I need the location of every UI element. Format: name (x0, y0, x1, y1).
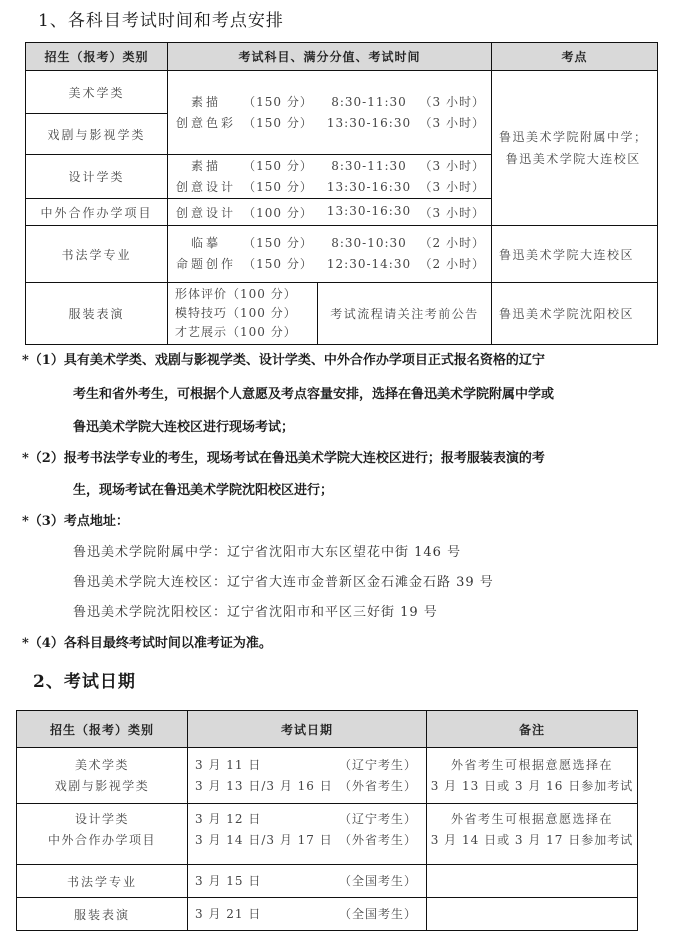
date-row: 3 月 11 日 （辽宁考生） (195, 757, 417, 772)
subject-row: 创意设计 （150 分） 13:30-16:30 （3 小时） (175, 179, 485, 194)
subject-row: 模特技巧（100 分） (175, 306, 297, 320)
venue-group1 (491, 70, 658, 226)
subjects-art-drama (167, 70, 492, 155)
table-row-remark (426, 864, 638, 898)
subject-row: 形体评价（100 分） (175, 287, 297, 301)
subject-row: 素描 （150 分） 8:30-11:30 （3 小时） (190, 95, 485, 109)
table1-header-subjects: 考试科目、满分分值、考试时间 (167, 42, 492, 71)
date-row: 3 月 12 日 （辽宁考生） (195, 812, 417, 826)
table2-header-category: 招生（报考）类别 (16, 710, 188, 748)
note-2-line-1: *（2）报考书法学专业的考生，现场考试在鲁迅美术学院大连校区进行；报考服装表演的考 (22, 451, 545, 466)
note-1-line-2: 考生和省外考生，可根据个人意愿及考点容量安排，选择在鲁迅美术学院附属中学或 (73, 387, 555, 402)
table-row-category: 美术学类 戏剧与影视学类 (16, 747, 188, 804)
table-row-remark: 外省考生可根据意愿选择在 3 月 13 日或 3 月 16 日参加考试 (426, 747, 638, 804)
address-affiliated-school: 鲁迅美术学院附属中学：辽宁省沈阳市大东区望花中街 146 号 (73, 545, 462, 560)
address-dalian-campus: 鲁迅美术学院大连校区：辽宁省大连市金普新区金石滩金石路 39 号 (73, 575, 494, 590)
table1-header-category: 招生（报考）类别 (25, 42, 168, 71)
note-3-title: *（3）考点地址： (22, 514, 129, 529)
note-1-line-3: 鲁迅美术学院大连校区进行现场考试； (73, 420, 295, 435)
table-row-remark: 外省考生可根据意愿选择在 3 月 14 日或 3 月 17 日参加考试 (426, 803, 638, 865)
table-row-category: 服装表演 (16, 897, 188, 931)
table-row-dates (187, 747, 427, 804)
note-4: *（4）各科目最终考试时间以准考证为准。 (22, 636, 272, 651)
subjects-fashion (167, 282, 318, 345)
date-row: 3 月 13 日/3 月 16 日 （外省考生） (195, 778, 417, 793)
subject-row: 创意色彩 （150 分） 13:30-16:30 （3 小时） (175, 116, 485, 130)
table2-header-remark: 备注 (426, 710, 638, 748)
table-row-dates (187, 864, 427, 898)
address-shenyang-campus: 鲁迅美术学院沈阳校区：辽宁省沈阳市和平区三好街 19 号 (73, 605, 438, 620)
category-drama-film: 戏剧与影视学类 (25, 113, 168, 155)
venue-fashion: 鲁迅美术学院沈阳校区 (491, 282, 658, 345)
subjects-design (167, 154, 492, 199)
note-1-line-1: *（1）具有美术学类、戏剧与影视学类、设计学类、中外合作办学项目正式报名资格的辽宁 (22, 353, 545, 368)
date-row: 3 月 14 日/3 月 17 日 （外省考生） (195, 833, 417, 847)
fashion-time-note: 考试流程请关注考前公告 (317, 282, 492, 345)
category-art: 美术学类 (25, 70, 168, 114)
venue-line: 鲁迅美术学院附属中学； (499, 130, 648, 144)
subject-row: 临摹 （150 分） 8:30-10:30 （2 小时） (190, 236, 485, 250)
category-calligraphy: 书法学专业 (25, 225, 168, 283)
venue-calligraphy: 鲁迅美术学院大连校区 (491, 225, 658, 283)
table-row-category: 书法学专业 (16, 864, 188, 898)
date-row: 3 月 15 日 （全国考生） (195, 873, 417, 888)
table1-header-venue: 考点 (491, 42, 658, 71)
section-2-title: 2、考试日期 (33, 672, 136, 692)
category-fashion: 服装表演 (25, 282, 168, 345)
category-sino-foreign: 中外合作办学项目 (25, 198, 168, 226)
table-row-category: 设计学类 中外合作办学项目 (16, 803, 188, 865)
subject-row: 才艺展示（100 分） (175, 325, 297, 339)
note-2-line-2: 生，现场考试在鲁迅美术学院沈阳校区进行； (73, 483, 334, 498)
subjects-calligraphy (167, 225, 492, 283)
section-1-title: 1、各科目考试时间和考点安排 (38, 11, 284, 31)
subject-row: 命题创作 （150 分） 12:30-14:30 （2 小时） (175, 257, 485, 271)
table2-header-date: 考试日期 (187, 710, 427, 748)
table-row-remark (426, 897, 638, 931)
category-design: 设计学类 (25, 154, 168, 199)
date-row: 3 月 21 日 （全国考生） (195, 906, 417, 921)
subject-row: 素描 （150 分） 8:30-11:30 （3 小时） (190, 158, 485, 173)
subject-row: 创意设计 （100 分） 13:30-16:30 （3 小时） (175, 203, 485, 220)
table-row-dates (187, 803, 427, 865)
venue-line: 鲁迅美术学院大连校区 (505, 152, 641, 166)
subjects-sino-foreign (167, 198, 492, 226)
table-row-dates (187, 897, 427, 931)
